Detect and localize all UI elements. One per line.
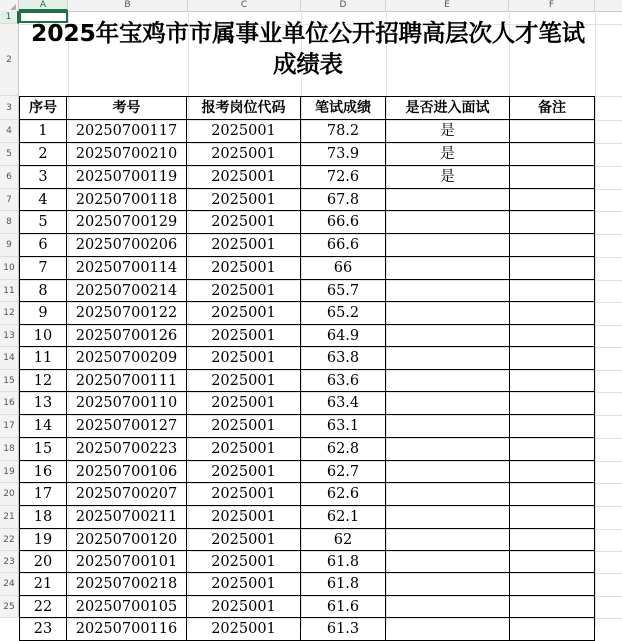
cell-seq[interactable]: 3 xyxy=(19,166,67,189)
cell-remark[interactable] xyxy=(510,461,595,483)
cell-seq[interactable]: 22 xyxy=(19,596,67,618)
row-header-16[interactable]: 16 xyxy=(0,392,19,415)
cell-interview[interactable] xyxy=(386,392,510,415)
column-header-d[interactable]: D xyxy=(301,0,386,11)
cell-seq[interactable]: 11 xyxy=(19,347,67,370)
cell-post-code[interactable]: 2025001 xyxy=(187,461,301,483)
row-header-12[interactable]: 12 xyxy=(0,302,19,325)
cell-score[interactable]: 62 xyxy=(301,529,386,551)
cell-seq[interactable]: 23 xyxy=(19,618,67,641)
cell-remark[interactable] xyxy=(510,438,595,461)
cell-score[interactable]: 62.6 xyxy=(301,483,386,506)
cell-score[interactable]: 66 xyxy=(301,257,386,280)
cell-exam-no[interactable]: 20250700122 xyxy=(67,302,187,325)
cell-post-code[interactable]: 2025001 xyxy=(187,234,301,257)
cell-remark[interactable] xyxy=(510,573,595,596)
cell-exam-no[interactable]: 20250700116 xyxy=(67,618,187,641)
cell-post-code[interactable]: 2025001 xyxy=(187,211,301,234)
cell-post-code[interactable]: 2025001 xyxy=(187,506,301,529)
cell-remark[interactable] xyxy=(510,120,595,143)
grid-vline xyxy=(595,11,596,627)
cell-interview[interactable] xyxy=(386,325,510,347)
header-cell-seq[interactable]: 序号 xyxy=(19,96,67,120)
row-header-25[interactable]: 25 xyxy=(0,596,19,618)
cell-seq[interactable]: 1 xyxy=(19,120,67,143)
cell-score[interactable]: 62.8 xyxy=(301,438,386,461)
header-cell-exam-no[interactable]: 考号 xyxy=(67,96,187,120)
cell-remark[interactable] xyxy=(510,302,595,325)
row-header-2[interactable]: 2 xyxy=(0,24,19,96)
cell-interview[interactable] xyxy=(386,438,510,461)
cell-interview[interactable]: 是 xyxy=(386,166,510,189)
cell-remark[interactable] xyxy=(510,189,595,211)
row-header-23[interactable]: 23 xyxy=(0,551,19,573)
row-header-4[interactable]: 4 xyxy=(0,120,19,143)
cell-exam-no[interactable]: 20250700218 xyxy=(67,573,187,596)
row-header-9[interactable]: 9 xyxy=(0,234,19,257)
cell-post-code[interactable]: 2025001 xyxy=(187,551,301,573)
cell-remark[interactable] xyxy=(510,280,595,302)
row-header-19[interactable]: 19 xyxy=(0,461,19,483)
cell-exam-no[interactable]: 20250700129 xyxy=(67,211,187,234)
cell-post-code[interactable]: 2025001 xyxy=(187,618,301,641)
column-header-f[interactable]: F xyxy=(509,0,595,11)
cell-score[interactable]: 61.8 xyxy=(301,551,386,573)
cell-score[interactable]: 78.2 xyxy=(301,120,386,143)
cell-remark[interactable] xyxy=(510,483,595,506)
cell-remark[interactable] xyxy=(510,392,595,415)
cell-remark[interactable] xyxy=(510,618,595,641)
cell-seq[interactable]: 8 xyxy=(19,280,67,302)
cell-seq[interactable]: 19 xyxy=(19,529,67,551)
cell-exam-no[interactable]: 20250700223 xyxy=(67,438,187,461)
cell-score[interactable]: 63.8 xyxy=(301,347,386,370)
cell-post-code[interactable]: 2025001 xyxy=(187,280,301,302)
cell-exam-no[interactable]: 20250700207 xyxy=(67,483,187,506)
cell-post-code[interactable]: 2025001 xyxy=(187,438,301,461)
cell-interview[interactable] xyxy=(386,551,510,573)
cell-post-code[interactable]: 2025001 xyxy=(187,392,301,415)
row-header-1[interactable]: 1 xyxy=(0,11,19,24)
row-header-7[interactable]: 7 xyxy=(0,189,19,211)
row-header-8[interactable]: 8 xyxy=(0,211,19,234)
cell-exam-no[interactable]: 20250700209 xyxy=(67,347,187,370)
cell-exam-no[interactable]: 20250700126 xyxy=(67,325,187,347)
cell-score[interactable]: 64.9 xyxy=(301,325,386,347)
row-header-18[interactable]: 18 xyxy=(0,438,19,461)
cell-interview[interactable] xyxy=(386,483,510,506)
cell-score[interactable]: 65.2 xyxy=(301,302,386,325)
cell-exam-no[interactable]: 20250700105 xyxy=(67,596,187,618)
cell-score[interactable]: 65.7 xyxy=(301,280,386,302)
cell-post-code[interactable]: 2025001 xyxy=(187,483,301,506)
cell-score[interactable]: 62.7 xyxy=(301,461,386,483)
cell-interview[interactable] xyxy=(386,461,510,483)
select-all-corner[interactable] xyxy=(0,0,19,11)
cell-exam-no[interactable]: 20250700111 xyxy=(67,370,187,392)
column-header-b[interactable]: B xyxy=(68,0,188,11)
cell-seq[interactable]: 21 xyxy=(19,573,67,596)
row-header-13[interactable]: 13 xyxy=(0,325,19,347)
cell-exam-no[interactable]: 20250700117 xyxy=(67,120,187,143)
cell-remark[interactable] xyxy=(510,347,595,370)
cell-seq[interactable]: 18 xyxy=(19,506,67,529)
cell-post-code[interactable]: 2025001 xyxy=(187,189,301,211)
cell-seq[interactable]: 5 xyxy=(19,211,67,234)
cell-seq[interactable]: 13 xyxy=(19,392,67,415)
row-header-11[interactable]: 11 xyxy=(0,280,19,302)
cell-exam-no[interactable]: 20250700110 xyxy=(67,392,187,415)
cell-post-code[interactable]: 2025001 xyxy=(187,143,301,166)
cell-seq[interactable]: 16 xyxy=(19,461,67,483)
cell-seq[interactable]: 10 xyxy=(19,325,67,347)
cell-exam-no[interactable]: 20250700214 xyxy=(67,280,187,302)
header-cell-remark[interactable]: 备注 xyxy=(510,96,595,120)
cell-remark[interactable] xyxy=(510,370,595,392)
cell-post-code[interactable]: 2025001 xyxy=(187,370,301,392)
cell-interview[interactable] xyxy=(386,370,510,392)
sheet-title[interactable]: 2025年宝鸡市市属事业单位公开招聘高层次人才笔试成绩表 xyxy=(31,19,585,78)
cell-remark[interactable] xyxy=(510,234,595,257)
cell-interview[interactable] xyxy=(386,280,510,302)
cell-seq[interactable]: 14 xyxy=(19,415,67,438)
cell-interview[interactable] xyxy=(386,618,510,641)
cell-remark[interactable] xyxy=(510,257,595,280)
cell-exam-no[interactable]: 20250700127 xyxy=(67,415,187,438)
cell-remark[interactable] xyxy=(510,325,595,347)
cell-seq[interactable]: 6 xyxy=(19,234,67,257)
cell-interview[interactable] xyxy=(386,415,510,438)
cell-exam-no[interactable]: 20250700211 xyxy=(67,506,187,529)
row-header-20[interactable]: 20 xyxy=(0,483,19,506)
cell-score[interactable]: 63.6 xyxy=(301,370,386,392)
cell-seq[interactable]: 7 xyxy=(19,257,67,280)
cell-seq[interactable]: 15 xyxy=(19,438,67,461)
cell-remark[interactable] xyxy=(510,211,595,234)
cell-score[interactable]: 62.1 xyxy=(301,506,386,529)
cell-interview[interactable] xyxy=(386,347,510,370)
cell-remark[interactable] xyxy=(510,166,595,189)
cell-interview[interactable] xyxy=(386,234,510,257)
cell-score[interactable]: 66.6 xyxy=(301,234,386,257)
cell-remark[interactable] xyxy=(510,415,595,438)
cell-score[interactable]: 61.6 xyxy=(301,596,386,618)
cell-score[interactable]: 61.3 xyxy=(301,618,386,641)
cell-interview[interactable]: 是 xyxy=(386,120,510,143)
cell-exam-no[interactable]: 20250700118 xyxy=(67,189,187,211)
cell-interview[interactable]: 是 xyxy=(386,143,510,166)
cell-remark[interactable] xyxy=(510,529,595,551)
cell-score[interactable]: 66.6 xyxy=(301,211,386,234)
cell-interview[interactable] xyxy=(386,529,510,551)
cell-post-code[interactable]: 2025001 xyxy=(187,529,301,551)
cell-interview[interactable] xyxy=(386,302,510,325)
cell-remark[interactable] xyxy=(510,506,595,529)
cell-seq[interactable]: 17 xyxy=(19,483,67,506)
cell-remark[interactable] xyxy=(510,551,595,573)
cell-interview[interactable] xyxy=(386,189,510,211)
header-cell-score[interactable]: 笔试成绩 xyxy=(301,96,386,120)
cell-remark[interactable] xyxy=(510,596,595,618)
select-all-icon xyxy=(10,4,16,10)
cell-exam-no[interactable]: 20250700120 xyxy=(67,529,187,551)
cell-seq[interactable]: 12 xyxy=(19,370,67,392)
row-header-5[interactable]: 5 xyxy=(0,143,19,166)
cell-post-code[interactable]: 2025001 xyxy=(187,596,301,618)
cell-post-code[interactable]: 2025001 xyxy=(187,257,301,280)
row-header-6[interactable]: 6 xyxy=(0,166,19,189)
cell-exam-no[interactable]: 20250700119 xyxy=(67,166,187,189)
column-header-a[interactable]: A xyxy=(19,0,68,11)
cell-exam-no[interactable]: 20250700210 xyxy=(67,143,187,166)
cell-post-code[interactable]: 2025001 xyxy=(187,166,301,189)
cell-interview[interactable] xyxy=(386,506,510,529)
cell-post-code[interactable]: 2025001 xyxy=(187,415,301,438)
cell-interview[interactable] xyxy=(386,573,510,596)
row-header-14[interactable]: 14 xyxy=(0,347,19,370)
cell-post-code[interactable]: 2025001 xyxy=(187,325,301,347)
row-header-15[interactable]: 15 xyxy=(0,370,19,392)
cell-seq[interactable]: 2 xyxy=(19,143,67,166)
column-header-c[interactable]: C xyxy=(188,0,301,11)
row-header-17[interactable]: 17 xyxy=(0,415,19,438)
cell-score[interactable]: 61.8 xyxy=(301,573,386,596)
cell-score[interactable]: 67.8 xyxy=(301,189,386,211)
column-header-e[interactable]: E xyxy=(386,0,509,11)
cell-exam-no[interactable]: 20250700206 xyxy=(67,234,187,257)
cell-post-code[interactable]: 2025001 xyxy=(187,347,301,370)
cell-seq[interactable]: 4 xyxy=(19,189,67,211)
header-cell-post-code[interactable]: 报考岗位代码 xyxy=(187,96,301,120)
row-header-24[interactable]: 24 xyxy=(0,573,19,596)
row-header-21[interactable]: 21 xyxy=(0,506,19,529)
header-cell-interview[interactable]: 是否进入面试 xyxy=(386,96,510,120)
cell-exam-no[interactable]: 20250700106 xyxy=(67,461,187,483)
cell-seq[interactable]: 20 xyxy=(19,551,67,573)
cell-exam-no[interactable]: 20250700101 xyxy=(67,551,187,573)
cell-score[interactable]: 63.4 xyxy=(301,392,386,415)
cell-post-code[interactable]: 2025001 xyxy=(187,302,301,325)
cell-score[interactable]: 73.9 xyxy=(301,143,386,166)
cell-score[interactable]: 72.6 xyxy=(301,166,386,189)
cell-post-code[interactable]: 2025001 xyxy=(187,573,301,596)
cell-interview[interactable] xyxy=(386,596,510,618)
cell-remark[interactable] xyxy=(510,143,595,166)
cell-interview[interactable] xyxy=(386,211,510,234)
row-header-22[interactable]: 22 xyxy=(0,529,19,551)
cell-seq[interactable]: 9 xyxy=(19,302,67,325)
cell-interview[interactable] xyxy=(386,257,510,280)
cell-exam-no[interactable]: 20250700114 xyxy=(67,257,187,280)
row-header-10[interactable]: 10 xyxy=(0,257,19,280)
cell-score[interactable]: 63.1 xyxy=(301,415,386,438)
cell-post-code[interactable]: 2025001 xyxy=(187,120,301,143)
row-header-3[interactable]: 3 xyxy=(0,96,19,120)
